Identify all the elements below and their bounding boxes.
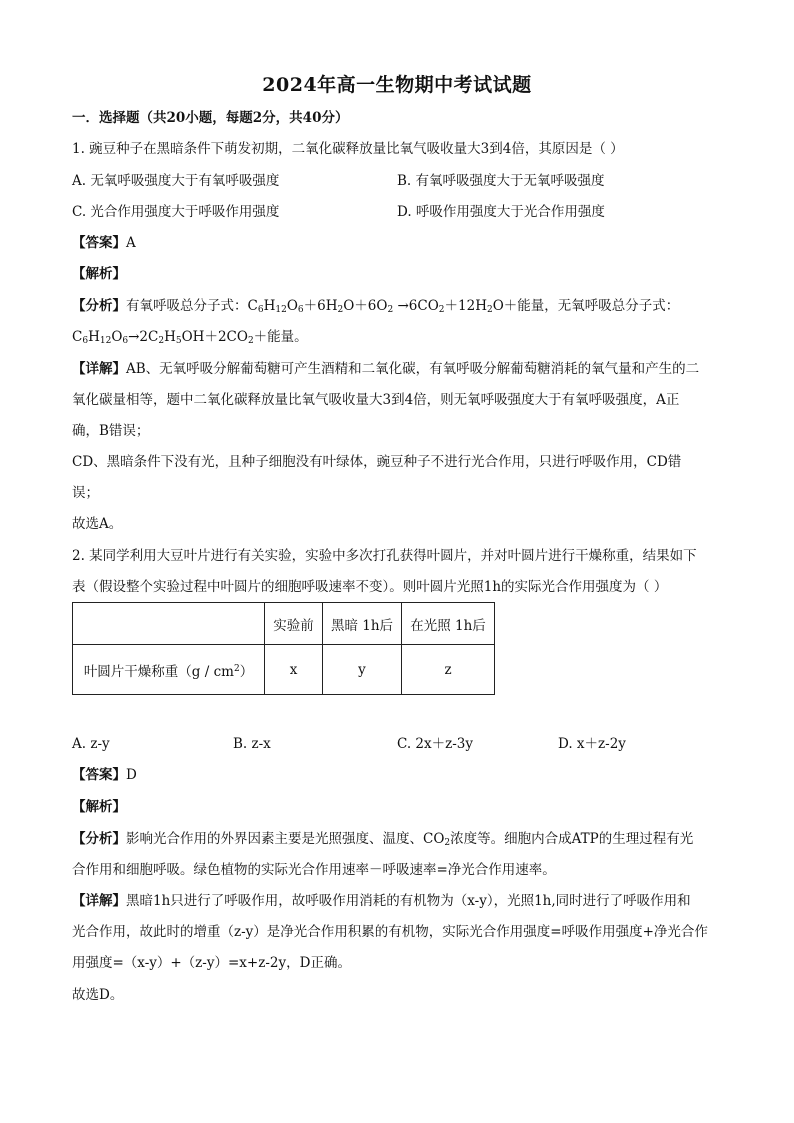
q1-xiangjie-line2: 氧化碳量相等，题中二氧化碳释放量比氧气吸收量大3到4倍，则无氧呼吸强度大于有氧呼吸强度，A正 bbox=[72, 392, 680, 408]
fenxi-text: 能量。 bbox=[267, 329, 308, 345]
xiangjie-text: 黑暗1h只进行了呼吸作用，故呼吸作用消耗的有机物为（x-y），光照1h,同时进行了呼吸作用和 bbox=[126, 893, 691, 909]
table-header-cell: 在光照 1h后 bbox=[402, 603, 495, 645]
table-header-row bbox=[73, 603, 495, 645]
table-header-cell bbox=[73, 603, 265, 645]
q1-stem: 1. 豌豆种子在黑暗条件下萌发初期，二氧化碳释放量比氧气吸收量大3到4倍，其原因是（ ） bbox=[72, 141, 624, 157]
aerobic-equation: $C_6H_{12}O_6+6H_2O+6O_2 \to 6CO_2+12H_2O+$ bbox=[247, 298, 518, 315]
q1-option-b: B. 有氧呼吸强度大于无氧呼吸强度 bbox=[397, 173, 605, 189]
q2-option-a: A. z-y bbox=[72, 736, 110, 752]
xiangjie-label: 【详解】 bbox=[72, 361, 126, 377]
section-heading: 一．选择题（共20小题，每题2分，共40分） bbox=[72, 110, 349, 126]
xiangjie-text: AB、无氧呼吸分解葡萄糖可产生酒精和二氧化碳，有氧呼吸分解葡萄糖消耗的氧气量和产生的二 bbox=[126, 361, 700, 377]
q1-option-d: D. 呼吸作用强度大于光合作用强度 bbox=[397, 204, 605, 220]
q1-xiangjie-line5: 误； bbox=[72, 485, 99, 501]
q1-option-c: C. 光合作用强度大于呼吸作用强度 bbox=[72, 204, 280, 220]
table-header-cell: 实验前 bbox=[265, 603, 323, 645]
q2-data-table bbox=[72, 602, 495, 695]
q2-xiangjie-line2: 光合作用，故此时的增重（z-y）是净光合作用积累的有机物，实际光合作用强度=呼吸作用强度+净光合作 bbox=[72, 924, 708, 940]
table-header-cell: 黑暗 1h后 bbox=[323, 603, 402, 645]
q1-xiangjie-line4: CD、黑暗条件下没有光，且种子细胞没有叶绿体，豌豆种子不进行光合作用，只进行呼吸作用，CD错 bbox=[72, 454, 682, 470]
answer-label: 【答案】 bbox=[72, 235, 126, 251]
table-row bbox=[73, 645, 495, 695]
answer-value: D bbox=[126, 767, 137, 783]
q1-xiangjie-line1 bbox=[72, 359, 699, 379]
table-cell: z bbox=[402, 645, 495, 695]
table-row-label: 叶圆片干燥称重$(g / cm^2)$ bbox=[73, 645, 265, 695]
q2-answer bbox=[72, 765, 137, 785]
q1-answer bbox=[72, 233, 136, 253]
q2-fenxi-line1: 【分析】影响光合作用的外界因素主要是光照强度、温度、$CO_2$浓度等。细胞内合成ATP的生理过程有光 bbox=[72, 831, 694, 848]
q1-fenxi-line2 bbox=[72, 327, 308, 347]
q1-fenxi-line1 bbox=[72, 296, 679, 316]
q2-option-b: B. z-x bbox=[233, 736, 271, 752]
q2-stem-line1: 2. 某同学利用大豆叶片进行有关实验，实验中多次打孔获得叶圆片，并对叶圆片进行干燥称重，结果如下 bbox=[72, 548, 697, 564]
answer-value: A bbox=[126, 235, 136, 251]
q1-option-a: A. 无氧呼吸强度大于有氧呼吸强度 bbox=[72, 173, 280, 189]
fenxi-text: 有氧呼吸总分子式： bbox=[126, 298, 248, 314]
q2-fenxi-line2: 合作用和细胞呼吸。绿色植物的实际光合作用速率－呼吸速率=净光合作用速率。 bbox=[72, 862, 556, 878]
fenxi-label: 【分析】 bbox=[72, 298, 126, 314]
anaerobic-equation: $C_6H_{12}O_6\to 2C_2H_5OH+2CO_2+$ bbox=[72, 329, 268, 346]
q2-stem-line2: 表（假设整个实验过程中叶圆片的细胞呼吸速率不变）。则叶圆片光照1h的实际光合作用强度为（ ） bbox=[72, 579, 668, 595]
q2-option-d: D. x＋z-2y bbox=[558, 736, 626, 752]
xiangjie-label: 【详解】 bbox=[72, 893, 126, 909]
table-cell: y bbox=[323, 645, 402, 695]
fenxi-label: 【分析】 bbox=[72, 831, 126, 847]
q1-xiangjie-line3: 确，B错误； bbox=[72, 423, 150, 439]
q2-xiangjie-line1 bbox=[72, 891, 691, 911]
answer-label: 【答案】 bbox=[72, 767, 126, 783]
q2-conclusion: 故选D。 bbox=[72, 987, 124, 1003]
page-title: 2024年高一生物期中考试试题 bbox=[262, 74, 532, 96]
fenxi-text: 能量，无氧呼吸总分子式： bbox=[517, 298, 680, 314]
q2-xiangjie-line3: 用强度=（x-y）+（z-y）=x+z-2y，D正确。 bbox=[72, 955, 351, 971]
q2-option-c: C. 2x＋z-3y bbox=[397, 736, 474, 752]
q1-analysis-label: 【解析】 bbox=[72, 266, 126, 282]
q2-analysis-label: 【解析】 bbox=[72, 799, 126, 815]
table-cell: x bbox=[265, 645, 323, 695]
q1-conclusion: 故选A。 bbox=[72, 516, 123, 532]
